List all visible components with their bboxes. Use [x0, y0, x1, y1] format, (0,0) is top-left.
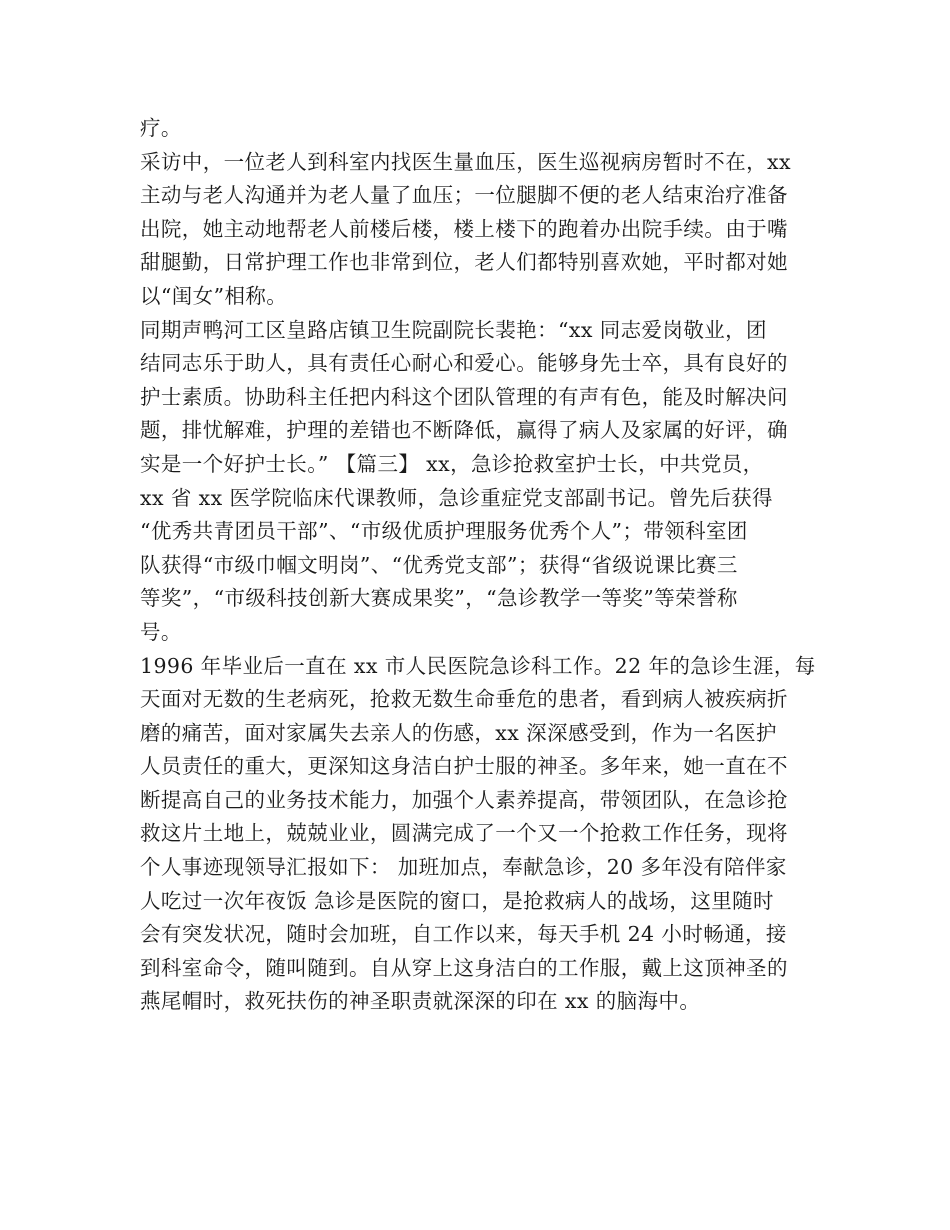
text-line: 护士素质。协助科主任把内科这个团队管理的有声有色，能及时解决问 — [140, 384, 788, 409]
text-line: 人吃过一次年夜饭 急诊是医院的窗口，是抢救病人的战场，这里随时 — [140, 888, 774, 913]
text-line: 1996 年毕业后一直在 xx 市人民医院急诊科工作。22 年的急诊生涯，每 — [140, 653, 816, 678]
text-line: 以“闺女”相称。 — [140, 283, 288, 308]
text-line: 到科室命令，随叫随到。自从穿上这身洁白的工作服，戴上这顶神圣的 — [140, 955, 788, 980]
text-line: 磨的痛苦，面对家属失去亲人的伤感，xx 深深感受到，作为一名医护 — [140, 720, 777, 745]
text-line: 断提高自己的业务技术能力，加强个人素养提高，带领团队，在急诊抢 — [140, 787, 788, 812]
text-line: 等奖”，“市级科技创新大赛成果奖”，“急诊教学一等奖”等荣誉称 — [140, 586, 738, 611]
text-line: 燕尾帽时，救死扶伤的神圣职责就深深的印在 xx 的脑海中。 — [140, 989, 701, 1014]
text-line: 同期声鸭河工区皇路店镇卫生院副院长裴艳：“xx 同志爱岗敬业，团 — [140, 317, 767, 342]
text-line: 主动与老人沟通并为老人量了血压；一位腿脚不便的老人结束治疗准备 — [140, 183, 788, 208]
text-line: 疗。 — [140, 116, 182, 140]
text-line: “优秀共青团员干部”、“市级优质护理服务优秀个人”；带领科室团 — [140, 519, 748, 544]
text-line: 队获得“市级巾帼文明岗”、“优秀党支部”；获得“省级说课比赛三 — [140, 552, 738, 577]
text-line: 采访中，一位老人到科室内找医生量血压，医生巡视病房暂时不在，xx — [140, 149, 791, 174]
text-line: 实是一个好护士长。” 【篇三】 xx，急诊抢救室护士长，中共党员， — [140, 451, 764, 476]
text-line: 甜腿勤，日常护理工作也非常到位，老人们都特别喜欢她，平时都对她 — [140, 250, 788, 275]
text-line: 人员责任的重大，更深知这身洁白护士服的神圣。多年来，她一直在不 — [140, 754, 788, 779]
text-line: 号。 — [140, 619, 182, 644]
text-line: 个人事迹现领导汇报如下： 加班加点，奉献急诊，20 多年没有陪伴家 — [140, 855, 787, 880]
text-line: 会有突发状况，随时会加班，自工作以来，每天手机 24 小时畅通，接 — [140, 922, 787, 947]
text-line: 出院，她主动地帮老人前楼后楼，楼上楼下的跑着办出院手续。由于嘴 — [140, 216, 788, 241]
text-line: 天面对无数的生老病死，抢救无数生命垂危的患者，看到病人被疾病折 — [140, 687, 788, 712]
body-text — [140, 112, 820, 1019]
text-line: 结同志乐于助人，具有责任心耐心和爱心。能够身先士卒，具有良好的 — [140, 351, 788, 376]
text-line: xx 省 xx 医学院临床代课教师，急诊重症党支部副书记。曾先后获得 — [140, 485, 773, 510]
text-line: 救这片土地上，兢兢业业，圆满完成了一个又一个抢救工作任务，现将 — [140, 821, 788, 846]
text-line: 题，排忧解难，护理的差错也不断降低，赢得了病人及家属的好评，确 — [140, 418, 788, 443]
